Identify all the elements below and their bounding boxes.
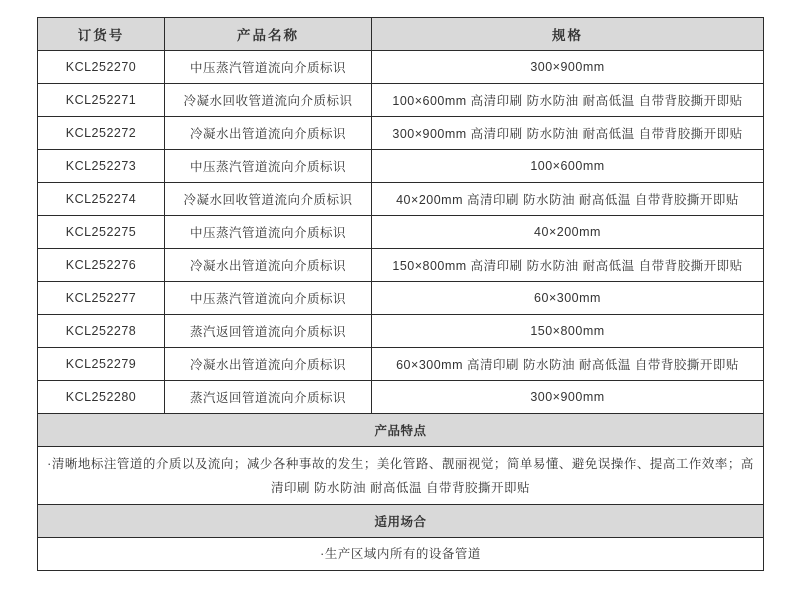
spec-cell: 40×200mm 高清印刷 防水防油 耐高低温 自带背胶撕开即贴 [372,183,764,216]
col-header-product-name: 产品名称 [165,18,372,51]
spec-cell: 60×300mm [372,282,764,315]
table-row [38,216,764,249]
product-spec-table [37,17,764,571]
order-no-cell: KCL252272 [38,117,165,150]
order-no-cell: KCL252273 [38,150,165,183]
product-name-cell: 中压蒸汽管道流向介质标识 [165,51,372,84]
features-section-content: ·清晰地标注管道的介质以及流向；减少各种事故的发生；美化管路、靓丽视觉；简单易懂、避免误操作、提高工作效率；高清印刷 防水防油 耐高低温 自带背胶撕开即贴 [38,447,764,505]
order-no-cell: KCL252274 [38,183,165,216]
features-section-title: 产品特点 [38,414,764,447]
product-name-cell: 蒸汽返回管道流向介质标识 [165,315,372,348]
table-row [38,348,764,381]
occasions-section-content-row [38,538,764,571]
spec-cell: 40×200mm [372,216,764,249]
product-name-cell: 中压蒸汽管道流向介质标识 [165,282,372,315]
product-name-cell: 冷凝水回收管道流向介质标识 [165,84,372,117]
spec-cell: 150×800mm 高清印刷 防水防油 耐高低温 自带背胶撕开即贴 [372,249,764,282]
spec-cell: 60×300mm 高清印刷 防水防油 耐高低温 自带背胶撕开即贴 [372,348,764,381]
spec-cell: 300×900mm [372,51,764,84]
order-no-cell: KCL252271 [38,84,165,117]
occasions-section-title: 适用场合 [38,505,764,538]
order-no-cell: KCL252276 [38,249,165,282]
table-row [38,117,764,150]
table-row [38,381,764,414]
table-row [38,51,764,84]
col-header-order-no: 订货号 [38,18,165,51]
table-row [38,249,764,282]
order-no-cell: KCL252278 [38,315,165,348]
occasions-section-header-row [38,505,764,538]
order-no-cell: KCL252279 [38,348,165,381]
product-name-cell: 中压蒸汽管道流向介质标识 [165,150,372,183]
product-name-cell: 冷凝水出管道流向介质标识 [165,117,372,150]
table-row [38,150,764,183]
order-no-cell: KCL252270 [38,51,165,84]
occasions-section-content: ·生产区域内所有的设备管道 [38,538,764,571]
table-row [38,282,764,315]
table-row [38,315,764,348]
table-header-row [38,18,764,51]
product-name-cell: 中压蒸汽管道流向介质标识 [165,216,372,249]
product-name-cell: 冷凝水出管道流向介质标识 [165,348,372,381]
spec-cell: 300×900mm 高清印刷 防水防油 耐高低温 自带背胶撕开即贴 [372,117,764,150]
spec-cell: 300×900mm [372,381,764,414]
order-no-cell: KCL252277 [38,282,165,315]
features-section-header-row [38,414,764,447]
col-header-spec: 规格 [372,18,764,51]
features-section-content-row [38,447,764,505]
spec-cell: 150×800mm [372,315,764,348]
order-no-cell: KCL252280 [38,381,165,414]
spec-cell: 100×600mm 高清印刷 防水防油 耐高低温 自带背胶撕开即贴 [372,84,764,117]
spec-cell: 100×600mm [372,150,764,183]
product-name-cell: 冷凝水出管道流向介质标识 [165,249,372,282]
table-row [38,183,764,216]
order-no-cell: KCL252275 [38,216,165,249]
table-row [38,84,764,117]
product-name-cell: 蒸汽返回管道流向介质标识 [165,381,372,414]
product-name-cell: 冷凝水回收管道流向介质标识 [165,183,372,216]
